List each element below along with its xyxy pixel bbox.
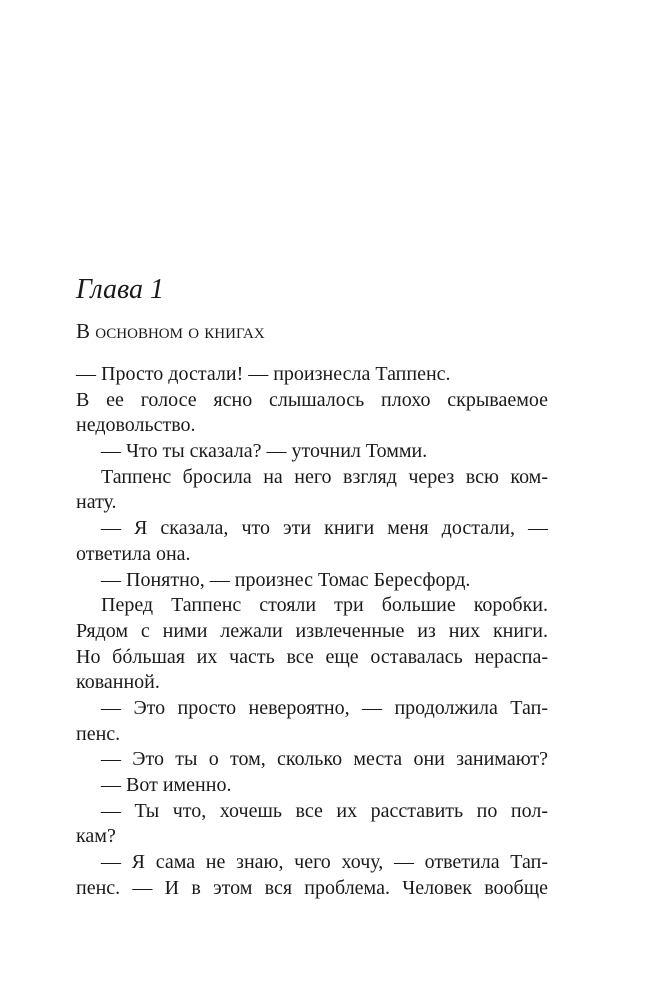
text-line: — Я сама не знаю, чего хочу, — ответила Тап- bbox=[101, 851, 548, 874]
text-line: Таппенс бросила на него взгляд через всю ком- bbox=[101, 465, 548, 488]
text-line: кам? bbox=[76, 825, 116, 848]
text-line: — Понятно, — произнес Томас Бересфорд. bbox=[101, 568, 471, 591]
text-line: В ее голосе ясно слышалось плохо скрываемое bbox=[76, 388, 548, 411]
text-line: — Это ты о том, сколько места они занимают? bbox=[101, 748, 548, 771]
text-line: кованной. bbox=[76, 671, 160, 694]
text-line: — Это просто невероятно, — продолжила Тап- bbox=[101, 696, 548, 719]
chapter-number: Глава 1 bbox=[76, 274, 164, 305]
text-line: пенс. bbox=[76, 722, 121, 745]
text-line: — Просто достали! — произнесла Таппенс. bbox=[76, 363, 451, 385]
text-line: — Ты что, хочешь все их расставить по пол- bbox=[101, 799, 548, 822]
body-text bbox=[76, 362, 548, 901]
text-line: недовольство. bbox=[76, 414, 196, 437]
text-line: Но бóльшая их часть все еще оставалась нераспа- bbox=[76, 645, 548, 668]
text-line: Рядом с ними лежали извлеченные из них книги. bbox=[76, 619, 548, 642]
chapter-title: В основном о книгах bbox=[76, 319, 265, 343]
text-line: пенс. — И в этом вся проблема. Человек вообще bbox=[76, 876, 548, 899]
text-line: нату. bbox=[76, 491, 117, 514]
text-line: — Что ты сказала? — уточнил Томми. bbox=[101, 440, 428, 463]
text-line: Перед Таппенс стояли три большие коробки. bbox=[101, 594, 548, 617]
text-line: ответила она. bbox=[76, 542, 191, 565]
text-line: — Вот именно. bbox=[101, 774, 232, 796]
text-line: — Я сказала, что эти книги меня достали, — bbox=[101, 517, 548, 540]
